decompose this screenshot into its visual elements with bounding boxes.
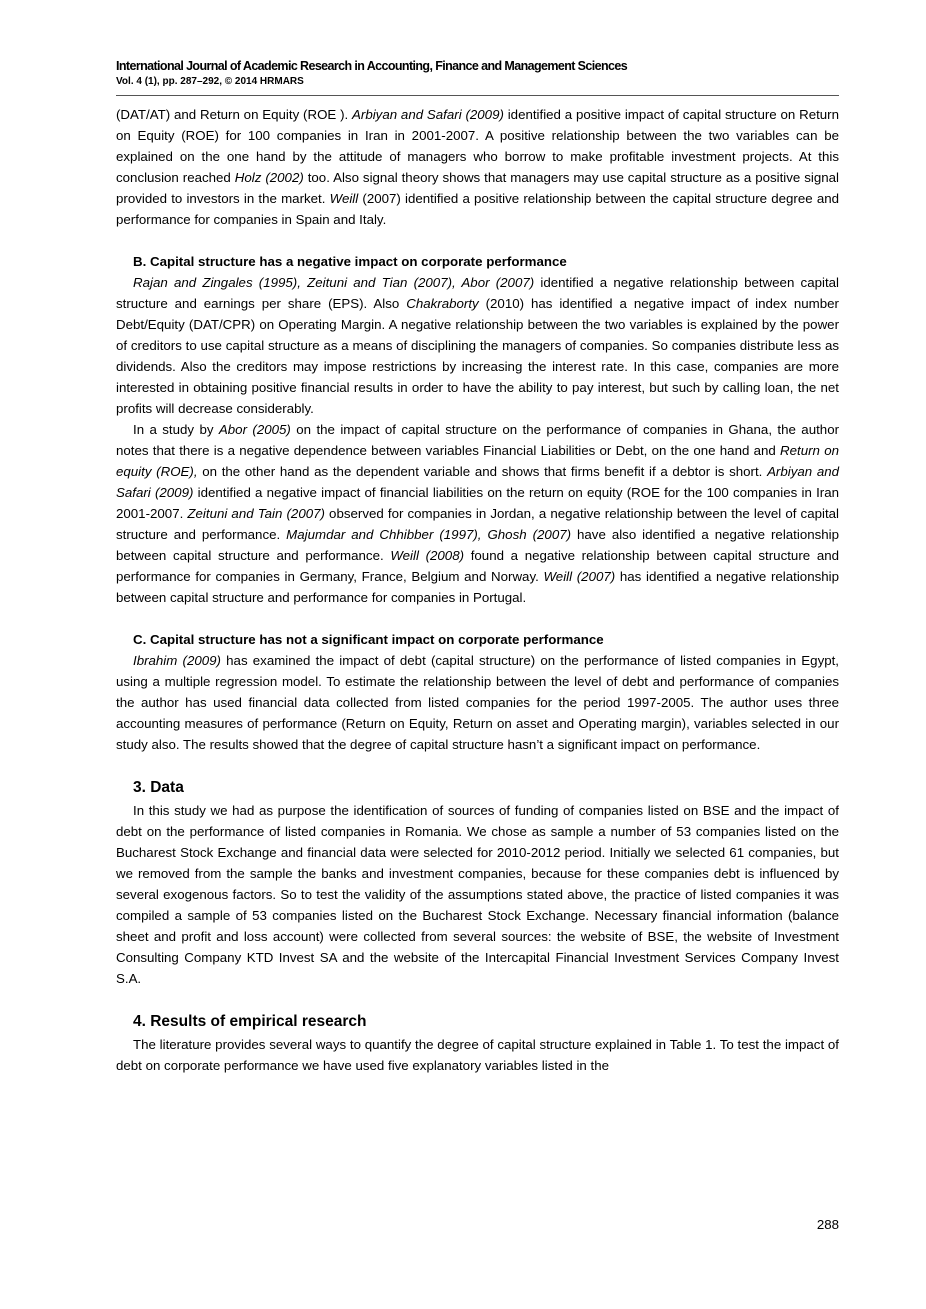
citation: Weill (2007) [543,569,616,584]
citation: Chakraborty [406,296,479,311]
text-run: has examined the impact of debt (capital structure) on the performance of listed companies in Egypt, using a multiple regression model. To estimate the relationship between the level of debt and performance of companies the author has used financial data collected from listed companies for the period 1997-2005. The author uses three accounting measures of performance (Return on Equity, Return on asset and Operating margin), variables selected in our study also. The results showed that the degree of capital structure hasn’t a significant impact on performance. [116,653,840,752]
text-run: too. Also signal theory shows that managers may use capital structure as a positive signal provided to investors in the market. [116,170,839,206]
text-run: In this study we had as purpose the identification of sources of funding of companies listed on BSE and the impact of debt on the performance of listed companies in Romania. We chose as sample a number of 53 companies listed on the Bucharest Stock Exchange and financial data were selected for 2010-2012 period. Initially we selected 61 companies, but we removed from the sample the banks and investment companies, because for these companies debt is influenced by several exogenous factors. So to test the validity of the assumptions stated above, the practice of listed companies it was compiled a sample of 53 companies listed on the Bucharest Stock Exchange. Necessary financial information (balance sheet and profit and loss account) were collected from several sources: the website of BSE, the website of Investment Consulting Company KTD Invest SA and the website of the Intercapital Financial Investment Services Company Invest S.A. [116,803,839,986]
paragraph [116,419,839,608]
spacer [116,608,839,629]
page-number: 288 [816,1217,839,1232]
volume-info: Vol. 4 (1), pp. 287–292, © 2014 HRMARS [116,76,304,87]
journal-title: International Journal of Academic Research in Accounting, Finance and Management Sciences [116,59,628,73]
text-run: identified a negative relationship between capital structure and earnings per share (EPS). Also [116,275,839,311]
citation: Zeituni and Tain (2007) [187,506,325,521]
citation: Weill [329,191,359,206]
citation: Ibrahim (2009) [133,653,221,668]
text-run: identified a negative impact of financial liabilities on the return on equity (ROE for the 100 companies in Iran 2001-2007. [116,485,839,521]
paragraph [116,650,839,755]
text-run: on the impact of capital structure on the performance of companies in Ghana, the author notes that there is a negative dependence between variables Financial Liabilities or Debt, on the one hand and [116,422,840,458]
citation: Weill (2008) [390,548,465,563]
text-run: identified a positive impact of capital structure on Return on Equity (ROE) for 100 companies in Iran in 2001-2007. A positive relationship between the two variables can be explained on the one hand by the attitude of managers who borrow to make profitable investment projects. At this conclusion reached [116,107,839,185]
citation: Return on equity (ROE), [116,443,839,479]
paragraph [116,800,839,989]
citation: Abor (2005) [218,422,291,437]
spacer [116,230,839,251]
text-run: on the other hand as the dependent variable and shows that firms benefit if a debtor is short. [197,464,768,479]
page-body [116,104,839,1076]
citation: Rajan and Zingales (1995), Zeituni and Tian (2007), Abor (2007) [133,275,535,290]
text-run: found a negative relationship between capital structure and performance for companies in Germany, France, Belgium and Norway. [116,548,840,584]
citation: Arbiyan and Safari (2009) [352,107,504,122]
spacer [116,755,839,776]
section-heading: B. Capital structure has a negative impact on corporate performance [133,254,567,269]
citation: Holz (2002) [234,170,304,185]
paragraph [116,272,839,419]
text-run: has identified a negative relationship between capital structure and performance for companies in Portugal. [116,569,839,605]
section-heading: C. Capital structure has not a significant impact on corporate performance [133,632,604,647]
spacer [116,989,839,1010]
running-header [116,58,839,96]
text-run: (2007) identified a positive relationship between the capital structure degree and performance for companies in Spain and Italy. [116,191,840,227]
section-heading: 3. Data [133,779,184,796]
text-run: The literature provides several ways to quantify the degree of capital structure explained in Table 1. To test the impact of debt on corporate performance we have used five explanatory variables listed in the [116,1037,839,1073]
text-run: (DAT/AT) and Return on Equity (ROE ). [116,107,353,122]
text-run: have also identified a negative relationship between capital structure and performance. [116,527,839,563]
paragraph [116,104,839,230]
citation: Arbiyan and Safari (2009) [116,464,840,500]
paragraph [116,1034,839,1076]
citation: Majumdar and Chhibber (1997), Ghosh (2007) [286,527,572,542]
text-run: In a study by [133,422,219,437]
section-heading: 4. Results of empirical research [133,1013,367,1030]
text-run: (2010) has identified a negative impact of index number Debt/Equity (DAT/CPR) on Operating Margin. A negative relationship between the two variables is explained by the power of creditors to use capital structure as a means of disciplining the managers of companies. So companies distribute less as dividends. Also the creditors may impose restrictions by increasing the interest rate. In this case, companies are more interested in obtaining positive financial results in order to have the ability to pay interest, but such by calling loan, the net profits will decrease considerably. [116,296,839,416]
text-run: observed for companies in Jordan, a negative relationship between the level of capital structure and performance. [116,506,839,542]
